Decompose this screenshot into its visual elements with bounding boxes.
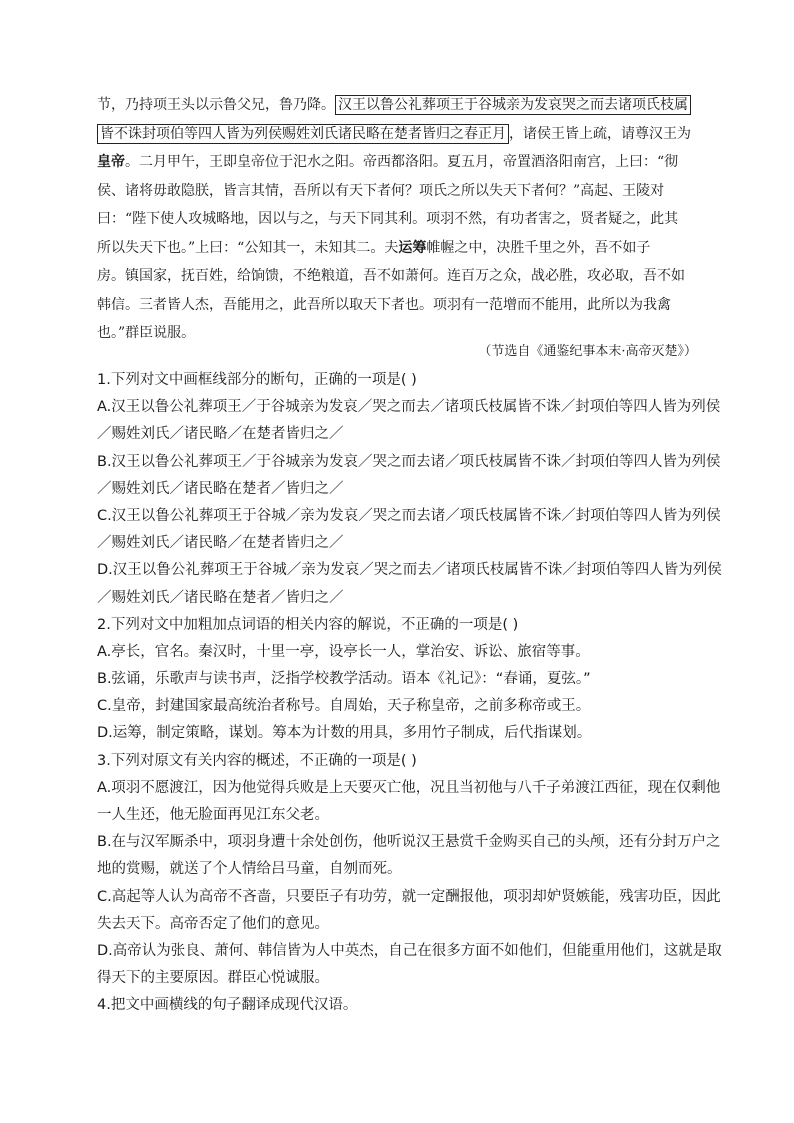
option-d: D.高帝认为张良、萧何、韩信皆为人中英杰，自己在很多方面不如他们，但能重用他们，这就是取 [97, 942, 722, 959]
option-a: A.汉王以鲁公礼葬项王／于谷城亲为发哀／哭之而去／诸项氏枝属皆不诛／封项伯等四人皆为列侯 [97, 399, 721, 416]
passage-line: 韩信。三者皆人杰，吾能用之，此吾所以取天下者也。项羽有一范增而不能用，此所以为我禽 [97, 296, 671, 313]
option-b-continued: ／赐姓刘氏／诸民略在楚者／皆归之／ [97, 480, 344, 497]
question-stem: 3.下列对原文有关内容的概述，不正确的一项是( ) [97, 752, 417, 769]
option-c: C.高起等人认为高帝不吝啬，只要臣子有功劳，就一定酬报他，项羽却妒贤嫉能，残害功臣，因此 [97, 888, 721, 905]
boxed-sentence: 皆不诛封项伯等四人皆为列侯赐姓刘氏诸民略在楚者皆归之春正月 [97, 124, 509, 144]
option-d: D.汉王以鲁公礼葬项王于谷城／亲为发哀／哭之而去／诸项氏枝属皆不诛／封项伯等四人皆为列侯 [97, 562, 722, 579]
bold-term: 运筹 [398, 239, 427, 256]
passage-line: 皇帝。二月甲午，王即皇帝位于汜水之阳。帝西都洛阳。夏五月，帝置酒洛阳南宫，上曰：“彻 [97, 154, 679, 170]
question-stem: 1.下列对文中画框线部分的断句，正确的一项是( ) [97, 372, 417, 388]
option-c: C.汉王以鲁公礼葬项王于谷城／亲为发哀／哭之而去诸／项氏枝属皆不诛／封项伯等四人皆为列侯 [97, 507, 721, 524]
option-d: D.运筹，制定策略，谋划。筹本为计数的用具，多用竹子制成，后代指谋划。 [97, 725, 592, 742]
bold-term: 皇帝 [97, 154, 125, 170]
option-c: C.皇帝，封建国家最高统治者称号。自周始，天子称皇帝，之前多称帝或王。 [97, 698, 591, 715]
passage-source: （节选自《通鉴纪事本末·高帝灭楚》） [478, 344, 697, 359]
question-stem: 4.把文中画横线的句子翻译成现代汉语。 [97, 997, 358, 1014]
option-c-continued: ／赐姓刘氏／诸民略／在楚者皆归之／ [97, 535, 344, 552]
passage-line: 节，乃持项王头以示鲁父兄，鲁乃降。 汉王以鲁公礼葬项王于谷城亲为发哀哭之而去诸项氏枝属 [97, 91, 697, 120]
option-a: A.项羽不愿渡江，因为他觉得兵败是上天要灭亡他，况且当初他与八千子弟渡江西征，现在仅剩他 [97, 779, 721, 796]
question-list [97, 367, 722, 1020]
question-stem: 2.下列对文中加粗加点词语的相关内容的解说，不正确的一项是( ) [97, 616, 519, 633]
option-a: A.亭长，官名。秦汉时，十里一亭，设亭长一人，掌治安、诉讼、旅宿等事。 [97, 643, 590, 660]
passage-line: 曰：“陛下使人攻城略地，因以与之，与天下同其利。项羽不然，有功者害之，贤者疑之，此其 [97, 211, 679, 227]
option-a-continued: 一人生还，他无脸面再见江东父老。 [97, 807, 329, 823]
option-b: B.在与汉军厮杀中，项羽身遭十余处创伤，他听说汉王悬赏千金购买自己的头颅，还有分封万户之 [97, 834, 721, 851]
boxed-sentence: 汉王以鲁公礼葬项王于谷城亲为发哀哭之而去诸项氏枝属 [335, 95, 691, 115]
passage-line: 皆不诛封项伯等四人皆为列侯赐姓刘氏诸民略在楚者皆归之春正月 ，诸侯王皆上疏，请尊汉王为 [97, 120, 697, 149]
option-d-continued: 得天下的主要原因。群臣心悦诚服。 [97, 970, 329, 987]
option-b-continued: 地的赏赐，就送了个人情给吕马童，自刎而死。 [97, 861, 402, 878]
passage-line: 房。镇国家，抚百姓，给饷馈，不绝粮道，吾不如萧何。连百万之众，战必胜，攻必取，吾不如 [97, 268, 685, 284]
option-b: B.汉王以鲁公礼葬项王／于谷城亲为发哀／哭之而去诸／项氏枝属皆不诛／封项伯等四人皆为列侯 [97, 453, 721, 470]
passage-line: 侯、诸将毋敢隐朕，皆言其情，吾所以有天下者何？项氏之所以失天下者何？”高起、王陵对 [97, 182, 665, 199]
classical-passage [97, 91, 697, 348]
option-b: B.弦诵，乐歌声与读书声，泛指学校教学活动。语本《礼记》：“春诵，夏弦。” [97, 671, 591, 688]
passage-line: 也。”群臣说服。 [97, 325, 196, 341]
option-c-continued: 失去天下。高帝否定了他们的意见。 [97, 915, 329, 932]
option-d-continued: ／赐姓刘氏／诸民略在楚者／皆归之／ [97, 589, 344, 606]
option-a-continued: ／赐姓刘氏／诸民略／在楚者皆归之／ [97, 426, 344, 443]
passage-line: 所以失天下也。”上曰：“公知其一，未知其二。夫运筹帷幄之中，决胜千里之外，吾不如子 [97, 239, 651, 256]
